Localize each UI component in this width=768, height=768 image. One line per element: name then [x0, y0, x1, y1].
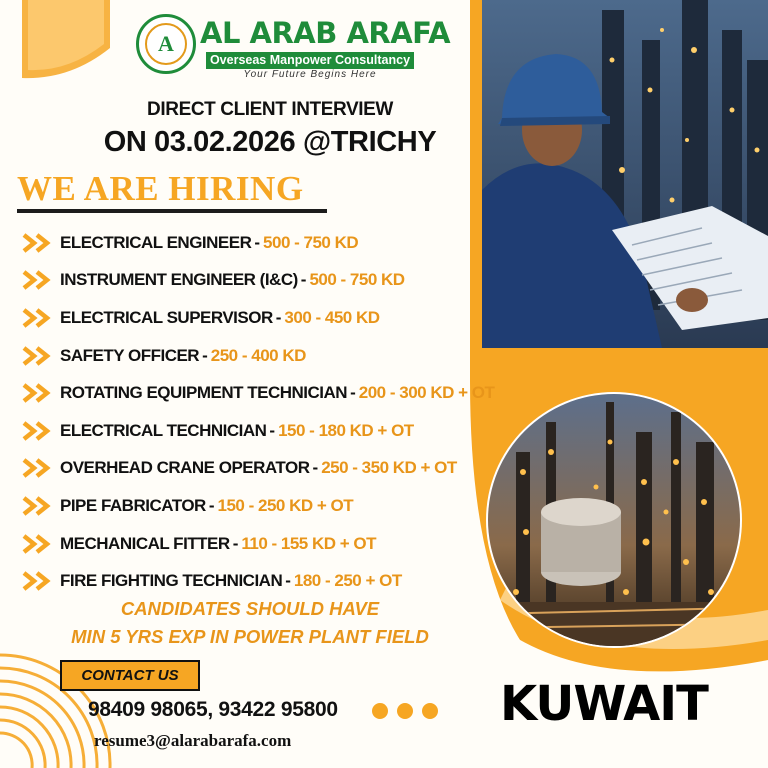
- hiring-underline: [17, 209, 327, 213]
- job-salary: 150 - 250 KD + OT: [217, 495, 354, 515]
- job-salary: 300 - 450 KD: [284, 307, 380, 327]
- decorative-dots: [372, 703, 438, 719]
- job-salary: 250 - 350 KD + OT: [321, 458, 457, 478]
- phone-numbers[interactable]: 98409 98065, 93422 95800: [88, 698, 338, 721]
- separator: -: [350, 383, 356, 403]
- job-item: [22, 299, 492, 337]
- job-title: PIPE FABRICATOR: [60, 495, 206, 515]
- job-salary: 200 - 300 KD + OT: [358, 383, 495, 403]
- interview-date-location: ON 03.02.2026 @TRICHY: [103, 126, 437, 158]
- job-title: MECHANICAL FITTER: [60, 533, 230, 553]
- dot-icon: [397, 703, 413, 719]
- job-title: ROTATING EQUIPMENT TECHNICIAN: [60, 383, 348, 403]
- brand-subtitle: Overseas Manpower Consultancy: [206, 52, 414, 69]
- double-chevron-right-icon: [22, 458, 56, 478]
- brand-name: AL ARAB ARAFA: [200, 16, 451, 50]
- job-salary: 180 - 250 + OT: [293, 571, 402, 591]
- separator: -: [254, 232, 261, 252]
- job-item: [22, 374, 495, 412]
- contact-us-button[interactable]: CONTACT US: [60, 660, 200, 691]
- email-address[interactable]: resume3@alarabarafa.com: [94, 731, 292, 750]
- hiring-heading: WE ARE HIRING: [17, 169, 304, 208]
- double-chevron-right-icon: [22, 383, 56, 403]
- job-item: [22, 262, 492, 300]
- company-logo: [136, 14, 196, 74]
- job-title: SAFETY OFFICER: [60, 345, 200, 365]
- requirement-line-1: CANDIDATES SHOULD HAVE: [120, 598, 380, 619]
- separator: -: [312, 458, 319, 478]
- job-salary: 110 - 155 KD + OT: [241, 533, 377, 553]
- job-salary: 250 - 400 KD: [210, 345, 306, 365]
- double-chevron-right-icon: [22, 421, 56, 441]
- engineer-with-hardhat-photo: [482, 0, 768, 348]
- job-title: ELECTRICAL TECHNICIAN: [60, 420, 267, 440]
- double-chevron-right-icon: [22, 534, 56, 554]
- separator: -: [285, 571, 291, 591]
- job-title: OVERHEAD CRANE OPERATOR: [60, 458, 310, 478]
- separator: -: [208, 495, 215, 515]
- requirement-line-2: MIN 5 YRS EXP IN POWER PLANT FIELD: [71, 626, 429, 647]
- dot-icon: [422, 703, 438, 719]
- job-item: [22, 487, 492, 525]
- job-item: [22, 337, 492, 375]
- refinery-night-photo: [486, 392, 742, 648]
- interview-heading: DIRECT CLIENT INTERVIEW: [147, 99, 393, 120]
- double-chevron-right-icon: [22, 346, 56, 366]
- dot-icon: [372, 703, 388, 719]
- separator: -: [275, 307, 282, 327]
- separator: -: [300, 270, 307, 290]
- double-chevron-right-icon: [22, 496, 56, 516]
- job-salary: 500 - 750 KD: [309, 270, 405, 290]
- job-salary: 500 - 750 KD: [263, 232, 359, 252]
- job-item: [22, 562, 492, 600]
- job-list: [22, 224, 495, 600]
- job-title: ELECTRICAL ENGINEER: [60, 232, 252, 252]
- job-salary: 150 - 180 KD + OT: [278, 420, 414, 440]
- separator: -: [232, 533, 239, 553]
- job-title: ELECTRICAL SUPERVISOR: [60, 307, 273, 327]
- job-item: [22, 412, 492, 450]
- separator: -: [202, 345, 208, 365]
- job-title: INSTRUMENT ENGINEER (I&C): [60, 270, 298, 290]
- logo-letter: A: [145, 23, 187, 65]
- job-item: [22, 224, 492, 262]
- double-chevron-right-icon: [22, 308, 56, 328]
- location-label: KUWAIT: [500, 676, 708, 732]
- brand-tagline: Your Future Begins Here: [243, 69, 377, 80]
- double-chevron-right-icon: [22, 571, 56, 591]
- separator: -: [269, 420, 276, 440]
- double-chevron-right-icon: [22, 270, 56, 290]
- job-item: [22, 450, 492, 488]
- double-chevron-right-icon: [22, 233, 56, 253]
- job-title: FIRE FIGHTING TECHNICIAN: [60, 571, 283, 591]
- job-item: [22, 525, 492, 563]
